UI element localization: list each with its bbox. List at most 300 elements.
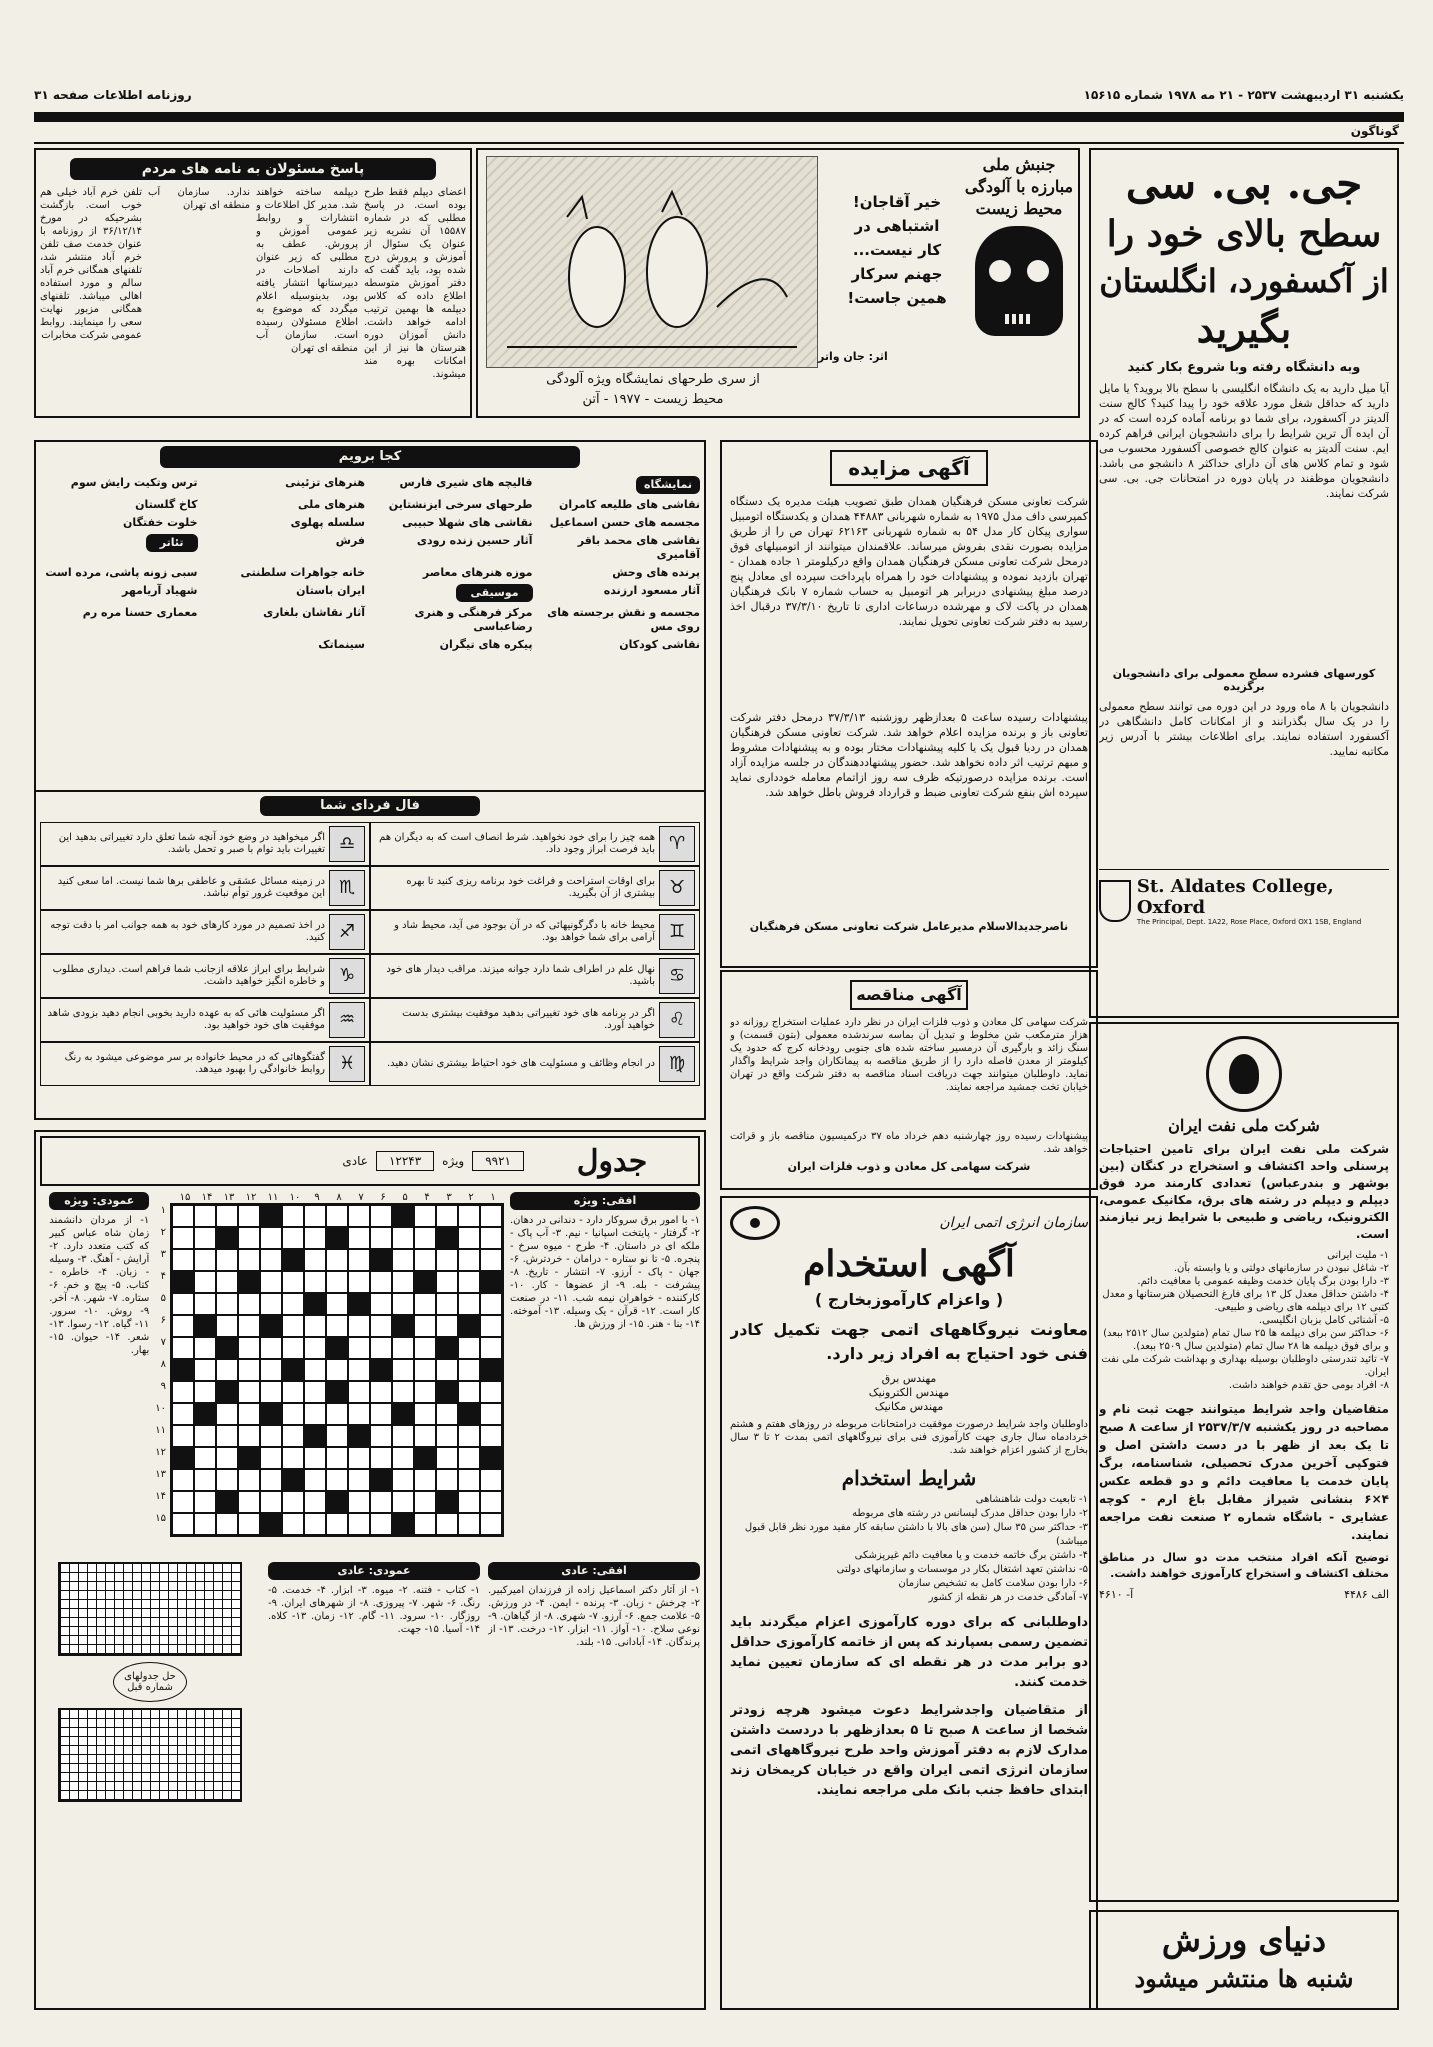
crossword-cell[interactable] xyxy=(216,1315,238,1337)
nioc-note: توضیح آنکه افراد منتخب مدت دو سال در مناطق مختلف اکتشاف و استخراج کارآموزی خواهند داشت. xyxy=(1099,1551,1389,1580)
crossword-cell[interactable] xyxy=(326,1249,348,1271)
crossword-cell[interactable] xyxy=(392,1359,414,1381)
crossword-cell[interactable] xyxy=(282,1315,304,1337)
horoscope-item xyxy=(40,866,370,910)
cartoon-quote: خیر آقاجان! اشتباهی در کار نیست... جهنم سرکار همین جاست! xyxy=(847,193,947,307)
crossword-cell[interactable] xyxy=(370,1337,392,1359)
zodiac-icon: ♌ xyxy=(659,1002,695,1038)
header-page: روزنامه اطلاعات صفحه ۳۱ xyxy=(34,88,192,102)
letter-column-2: دیپلمه ساخته خواهند شد. مدیر کل اطلاعات و انتشارات و روابط عمومی آموزش و پرورش. عطف به مطلبی که زیر عنوان دارند اصلاحات در دبیرستانها انتشار یافته بود، بدینوسیله اعلام میگردد که موضوع به اطلاع مسئولان رسیده است. سازمان آب منطقه ای تهران xyxy=(256,187,358,354)
crossword-cell[interactable] xyxy=(326,1425,348,1447)
crossword-regular-num: ۱۲۲۴۳ xyxy=(376,1151,434,1171)
crossword-cell[interactable] xyxy=(238,1359,260,1381)
aeoi-field: مهندس برق xyxy=(881,1372,937,1385)
crossword-cell[interactable] xyxy=(304,1469,326,1491)
crossword-black-cell xyxy=(238,1447,260,1469)
crossword-cell[interactable] xyxy=(326,1403,348,1425)
crossword-cell[interactable] xyxy=(260,1491,282,1513)
crossword-cell[interactable] xyxy=(348,1205,370,1227)
aeoi-field: مهندس مکانیک xyxy=(874,1400,944,1413)
crossword-cell[interactable] xyxy=(172,1315,194,1337)
crossword-cell[interactable] xyxy=(458,1447,480,1469)
crossword-special-num: ۹۹۲۱ xyxy=(472,1151,524,1171)
col-number: ۵ xyxy=(402,1192,408,1203)
col-number: ۱ xyxy=(490,1192,496,1203)
tender-signature: شرکت سهامی کل معادن و ذوب فلزات ایران xyxy=(787,1160,1031,1173)
crossword-cell[interactable] xyxy=(458,1337,480,1359)
aeoi-condition: ۶- دارا بودن سلامت کامل به تشخیص سازمان xyxy=(898,1578,1088,1589)
aeoi-field: مهندس الکترونیک xyxy=(868,1386,950,1399)
crossword-cell[interactable] xyxy=(282,1447,304,1469)
crossword-cell[interactable] xyxy=(436,1205,458,1227)
letter-column-1: اعضای دیپلم فقط طرح بوده است. در پاسخ مطلبی که در شماره ۱۵۵۸۷ آن نشریه زیر عنوان یک سئوال از آموزش و پرورش درج شده بود، باید گفت که دفتر آموزش متوسطه اطلاع داده که کلاس دیپلمه ها بهمین ترتیب ادامه خواهد داشت. دانش آموزان دوره هنرستان ها نیز از این امکانات بهره مند میشوند. xyxy=(364,187,466,380)
row-number: ۲ xyxy=(160,1227,166,1238)
crossword-cell[interactable] xyxy=(458,1227,480,1249)
nioc-condition: ۸- افراد بومی حق تقدم خواهند داشت. xyxy=(1228,1380,1389,1391)
crossword-black-cell xyxy=(194,1403,216,1425)
crossword-black-cell xyxy=(392,1403,414,1425)
row-number: ۵ xyxy=(160,1293,166,1304)
crossword-cell[interactable] xyxy=(304,1447,326,1469)
crossword-black-cell xyxy=(392,1315,414,1337)
crossword-black-cell xyxy=(458,1403,480,1425)
crossword-cell[interactable] xyxy=(414,1403,436,1425)
crossword-cell[interactable] xyxy=(172,1513,194,1535)
college-ad xyxy=(1089,148,1399,1018)
crossword-cell[interactable] xyxy=(392,1271,414,1293)
crossword-cell[interactable] xyxy=(216,1293,238,1315)
col-number: ۳ xyxy=(446,1192,452,1203)
crossword-cell[interactable] xyxy=(194,1205,216,1227)
crossword-cell[interactable] xyxy=(260,1447,282,1469)
crossword-cell[interactable] xyxy=(458,1271,480,1293)
crossword-cell[interactable] xyxy=(216,1249,238,1271)
crossword-cell[interactable] xyxy=(414,1337,436,1359)
exhibit-item: ایران باستان xyxy=(296,584,365,597)
crossword-cell[interactable] xyxy=(370,1315,392,1337)
col-number: ۲ xyxy=(468,1192,474,1203)
crossword-cell[interactable] xyxy=(194,1293,216,1315)
crossword-cell[interactable] xyxy=(480,1381,502,1403)
crossword-black-cell xyxy=(348,1293,370,1315)
row-number: ۱۳ xyxy=(155,1469,166,1480)
header-rule xyxy=(34,112,1404,122)
crossword-cell[interactable] xyxy=(480,1205,502,1227)
crossword-cell[interactable] xyxy=(414,1227,436,1249)
crossword-cell[interactable] xyxy=(326,1293,348,1315)
crossword-cell[interactable] xyxy=(238,1403,260,1425)
letter-column-4: تلفن خرم آباد خیلی هم خوب است. بازگشت بشرحیکه در مورخ ۳۶/۱۲/۱۴ از روزنامه با عنوان خدمت صف تلفن خرم آباد منتشر شد، تلفنهای همگانی خرم آباد سالم و مورد استفاده اهالی میباشد. تلفنهای همگانی مزبور نهایت سعی را مینمایند. روابط عمومی شرکت مخابرات xyxy=(40,187,142,341)
college-ad-feature: کورسهای فشرده سطح معمولی برای دانشجویان برگزیده xyxy=(1112,667,1376,693)
crossword-black-cell xyxy=(392,1205,414,1227)
aeoi-org: سازمان انرژی اتمی ایران xyxy=(939,1215,1088,1231)
crossword-cell[interactable] xyxy=(216,1205,238,1227)
crossword-cell[interactable] xyxy=(216,1447,238,1469)
crossword-cell[interactable] xyxy=(370,1513,392,1535)
crossword-cell[interactable] xyxy=(480,1227,502,1249)
crossword-cell[interactable] xyxy=(436,1271,458,1293)
crossword-cell[interactable] xyxy=(172,1469,194,1491)
crossword-cell[interactable] xyxy=(216,1271,238,1293)
crossword-cell[interactable] xyxy=(172,1337,194,1359)
zodiac-icon: ♐ xyxy=(329,914,365,950)
crossword-cell[interactable] xyxy=(194,1469,216,1491)
crossword-cell[interactable] xyxy=(282,1513,304,1535)
crossword-cell[interactable] xyxy=(348,1403,370,1425)
exhibit-item: ترس وتکیت رایش سوم xyxy=(70,476,198,489)
crossword-cell[interactable] xyxy=(260,1271,282,1293)
crossword-cell[interactable] xyxy=(458,1491,480,1513)
exhibit-item: خانه جواهرات سلطنتی xyxy=(240,566,365,579)
cartoon-caption-2: محیط زیست - ۱۹۷۷ - آتن xyxy=(582,392,724,407)
nioc-name: شرکت ملی نفت ایران xyxy=(1168,1116,1320,1135)
aeoi-conditions xyxy=(730,1493,1088,1605)
zodiac-icon: ♓ xyxy=(329,1046,365,1082)
crossword-cell[interactable] xyxy=(216,1469,238,1491)
skull-icon xyxy=(975,226,1063,336)
crossword-cell[interactable] xyxy=(392,1469,414,1491)
crossword-cell[interactable] xyxy=(370,1293,392,1315)
crossword-cell[interactable] xyxy=(172,1227,194,1249)
exhibit-item: شهیاد آریامهر xyxy=(122,584,198,597)
row-number: ۸ xyxy=(160,1359,166,1370)
crossword-cell[interactable] xyxy=(172,1491,194,1513)
crossword-cell[interactable] xyxy=(194,1227,216,1249)
crossword-cell[interactable] xyxy=(172,1293,194,1315)
crossword-cell[interactable] xyxy=(458,1359,480,1381)
horoscope-text: گفتگوهائی که در محیط خانواده بر سر موضوعی میشود به رنگ روابط خانوادگی را بهبود میدهد. xyxy=(64,1052,325,1075)
aeoi-condition: ۵- نداشتن تعهد اشتغال بکار در موسسات و سازمانهای دولتی xyxy=(836,1564,1088,1575)
crossword-cell[interactable] xyxy=(480,1315,502,1337)
col-number: ۱۵ xyxy=(179,1192,191,1203)
crossword-black-cell xyxy=(304,1425,326,1447)
crossword-cell[interactable] xyxy=(194,1491,216,1513)
crossword-cell[interactable] xyxy=(414,1513,436,1535)
crossword-cell[interactable] xyxy=(458,1469,480,1491)
crossword-cell[interactable] xyxy=(216,1403,238,1425)
crossword-cell[interactable] xyxy=(260,1469,282,1491)
crossword-cell[interactable] xyxy=(260,1359,282,1381)
crossword-black-cell xyxy=(392,1513,414,1535)
crossword-cell[interactable] xyxy=(172,1249,194,1271)
crossword-cell[interactable] xyxy=(348,1513,370,1535)
crossword-cell[interactable] xyxy=(348,1337,370,1359)
crossword-cell[interactable] xyxy=(480,1337,502,1359)
cartoon-box xyxy=(476,148,1080,418)
crossword-cell[interactable] xyxy=(304,1403,326,1425)
crossword-cell[interactable] xyxy=(348,1469,370,1491)
crossword-cell[interactable] xyxy=(304,1491,326,1513)
crossword-cell[interactable] xyxy=(458,1381,480,1403)
crossword-cell[interactable] xyxy=(436,1513,458,1535)
crossword-cell[interactable] xyxy=(414,1293,436,1315)
crossword-cell[interactable] xyxy=(260,1425,282,1447)
crossword-cell[interactable] xyxy=(436,1359,458,1381)
crossword-cell[interactable] xyxy=(414,1381,436,1403)
crossword-cell[interactable] xyxy=(370,1425,392,1447)
crossword-cell[interactable] xyxy=(260,1381,282,1403)
horoscope-item xyxy=(40,954,370,998)
crossword-cell[interactable] xyxy=(304,1271,326,1293)
crossword-black-cell xyxy=(172,1271,194,1293)
exhibit-item: سلسله پهلوی xyxy=(290,516,365,529)
crossword-cell[interactable] xyxy=(194,1447,216,1469)
nioc-condition: ۲- شاغل نبودن در سازمانهای دولتی و یا وابسته بآن. xyxy=(1173,1263,1389,1274)
aeoi-conditions-title: شرایط استخدام xyxy=(841,1466,977,1490)
crossword-cell[interactable] xyxy=(392,1491,414,1513)
crossword-cell[interactable] xyxy=(348,1315,370,1337)
crossword-cell[interactable] xyxy=(238,1513,260,1535)
crossword-cell[interactable] xyxy=(304,1359,326,1381)
crossword-cell[interactable] xyxy=(238,1293,260,1315)
crossword-black-cell xyxy=(436,1381,458,1403)
crossword-cell[interactable] xyxy=(348,1271,370,1293)
crossword-black-cell xyxy=(172,1359,194,1381)
crossword-cell[interactable] xyxy=(348,1249,370,1271)
crossword-cell[interactable] xyxy=(348,1447,370,1469)
crossword-cell[interactable] xyxy=(392,1227,414,1249)
crossword-cell[interactable] xyxy=(304,1337,326,1359)
crossword-cell[interactable] xyxy=(392,1425,414,1447)
music-label: موسیقی xyxy=(456,584,532,602)
crossword-cell[interactable] xyxy=(370,1403,392,1425)
college-address: The Principal, Dept. 1A22, Rose Place, Oxford OX1 1SB, England xyxy=(1136,918,1362,926)
crossword-cell[interactable] xyxy=(282,1491,304,1513)
crossword-cell[interactable] xyxy=(260,1337,282,1359)
horizontal-special-label: افقی: ویژه xyxy=(510,1192,700,1210)
crossword-cell[interactable] xyxy=(194,1249,216,1271)
crossword-cell[interactable] xyxy=(282,1205,304,1227)
crossword-cell[interactable] xyxy=(348,1491,370,1513)
crossword-cell[interactable] xyxy=(172,1403,194,1425)
crossword-cell[interactable] xyxy=(282,1381,304,1403)
crossword-grid[interactable] xyxy=(170,1203,504,1537)
crossword-cell[interactable] xyxy=(172,1425,194,1447)
crossword-cell[interactable] xyxy=(194,1381,216,1403)
crossword-cell[interactable] xyxy=(238,1337,260,1359)
row-number: ۷ xyxy=(160,1337,166,1348)
crossword-cell[interactable] xyxy=(282,1271,304,1293)
crossword-cell[interactable] xyxy=(370,1271,392,1293)
crossword-cell[interactable] xyxy=(282,1425,304,1447)
solution-label: حل جدولهای شماره قبل xyxy=(113,1662,187,1702)
crossword-cell[interactable] xyxy=(392,1447,414,1469)
crossword-black-cell xyxy=(282,1469,304,1491)
crossword-cell[interactable] xyxy=(436,1315,458,1337)
crossword-cell[interactable] xyxy=(238,1491,260,1513)
crossword-cell[interactable] xyxy=(216,1513,238,1535)
crossword-black-cell xyxy=(194,1315,216,1337)
college-ad-sub: وبه دانشگاه رفته وبا شروع بکار کنید xyxy=(1127,360,1361,375)
crossword-cell[interactable] xyxy=(414,1491,436,1513)
horoscope-text: در اخذ تصمیم در مورد کارهای خود به همه جوانب امر با دقت توجه کنید. xyxy=(50,920,325,943)
crossword-cell[interactable] xyxy=(392,1337,414,1359)
aeoi-condition: ۱- تابعیت دولت شاهنشاهی xyxy=(975,1494,1088,1505)
nioc-apply: متقاضیان واجد شرایط میتوانند جهت ثبت نام و مصاحبه در روز یکشنبه ۲۵۳۷/۳/۷ از ساعت ۸ صبح تا یک بعد از ظهر با در دست داشتن اصل و فتوکپی آخرین مدرک تحصیلی، شناسنامه، برگ پایان خدمت یا معافیت دائم و دو قطعه عکس ۴×۶ بنشانی شیراز مقابل باغ ارم - کوچه عشایری - باشگاه شماره ۲ صنعت نفت مراجعه نمایند. xyxy=(1099,1402,1389,1542)
crossword-cell[interactable] xyxy=(480,1469,502,1491)
crossword-cell[interactable] xyxy=(216,1359,238,1381)
crossword-cell[interactable] xyxy=(282,1293,304,1315)
crossword-cell[interactable] xyxy=(326,1513,348,1535)
crossword-cell[interactable] xyxy=(480,1249,502,1271)
crossword-cell[interactable] xyxy=(216,1425,238,1447)
horizontal-special-clues: ۱- با امور برق سروکار دارد - دندانی در دهان. ۲- گرفتار - پایتخت اسپانیا - نیم. ۳- آب پاک - ملکه ای در داستان. ۴- طرح - میوه سرخ - پنجره. ۵- تا نو ستاره - درامان - خردترش. ۶- جهان - پاک - آرزو. ۷- انتشار - تاریخ. ۸- پیشرفت - بله. ۹- از عضوها - کار. ۱۰- کارکننده - خواهران نیمه شب. ۱۱- در صنعت کار است. ۱۲- قرآن - یک وسیله. ۱۳- آموخته. ۱۴- بنا - هنر. ۱۵- از ورزش ها. xyxy=(510,1215,700,1330)
letters-box xyxy=(34,148,472,418)
crossword-cell[interactable] xyxy=(326,1315,348,1337)
crossword-cell[interactable] xyxy=(282,1403,304,1425)
crossword-cell[interactable] xyxy=(480,1403,502,1425)
crossword-cell[interactable] xyxy=(238,1249,260,1271)
row-number: ۹ xyxy=(160,1381,166,1392)
col-number: ۱۴ xyxy=(201,1192,213,1203)
col-number: ۶ xyxy=(380,1192,386,1203)
crossword-cell[interactable] xyxy=(414,1359,436,1381)
exhibit-item: آثار حسین زنده رودی xyxy=(416,534,533,547)
crossword-cell[interactable] xyxy=(172,1381,194,1403)
crossword-cell[interactable] xyxy=(370,1491,392,1513)
sports-subtitle: شنبه ها منتشر میشود xyxy=(1134,1964,1354,1993)
crossword-cell[interactable] xyxy=(282,1337,304,1359)
row-number: ۱۰ xyxy=(155,1403,166,1414)
crossword-cell[interactable] xyxy=(436,1469,458,1491)
atom-icon xyxy=(730,1206,780,1240)
crossword-cell[interactable] xyxy=(436,1447,458,1469)
crossword-cell[interactable] xyxy=(260,1293,282,1315)
crossword-cell[interactable] xyxy=(326,1469,348,1491)
crossword-cell[interactable] xyxy=(304,1315,326,1337)
crossword-cell[interactable] xyxy=(414,1425,436,1447)
horoscope-title: فال فردای شما xyxy=(260,796,480,816)
crossword-cell[interactable] xyxy=(260,1249,282,1271)
horoscope-text: اگر مسئولیت هائی که به عهده دارید بخوبی انجام دهید بزودی شاهد موفقیت های خود خواهید بود. xyxy=(47,1008,325,1031)
crossword-cell[interactable] xyxy=(480,1293,502,1315)
crossword-black-cell xyxy=(238,1271,260,1293)
crossword-cell[interactable] xyxy=(392,1293,414,1315)
crossword-cell[interactable] xyxy=(458,1205,480,1227)
auction-body-2: پیشنهادات رسیده ساعت ۵ بعدازظهر روزشنبه ۳۷/۳/۱۳ درمحل دفتر شرکت تعاونی باز و برنده مزایده اعلام خواهد شد. شرکت تعاونی مسکن فرهنگیان همدان در ردیا قبول یک یا کلیه پیشنهادات مختار بوده و به پیشنهادات مشروط و مبهم ترتیب اثر داده نخواهد شد. حضور پیشنهاددهندگان در جلسه مزایده آزاد است. برنده مزایده درصورتیکه ظرف سه روز ازاتمام معامله خودداری نماید سپرده اش بنفع شرکت تعاونی ضبط و قرارداد فروش باطل خواهد شد. xyxy=(730,711,1088,799)
crossword-cell[interactable] xyxy=(304,1249,326,1271)
crossword-cell[interactable] xyxy=(458,1249,480,1271)
crossword-cell[interactable] xyxy=(370,1205,392,1227)
crossword-cell[interactable] xyxy=(326,1205,348,1227)
letter-column-3: ندارد. سازمان آب منطقه ای تهران xyxy=(148,187,250,211)
crossword-cell[interactable] xyxy=(260,1227,282,1249)
crossword-black-cell xyxy=(370,1249,392,1271)
crossword-cell[interactable] xyxy=(238,1315,260,1337)
crossword-cell[interactable] xyxy=(238,1469,260,1491)
crossword-cell[interactable] xyxy=(172,1205,194,1227)
crossword-cell[interactable] xyxy=(326,1271,348,1293)
crossword-cell[interactable] xyxy=(348,1359,370,1381)
aeoi-condition: ۲- دارا بودن حداقل مدرک لیسانس در رشته های مربوطه xyxy=(852,1508,1088,1519)
crossword-black-cell xyxy=(172,1447,194,1469)
aeoi-condition: ۳- حداکثر سن ۳۵ سال (سن های بالا با داشتن سابقه کار مفید مورد نظر قابل قبول میباشد) xyxy=(744,1522,1088,1547)
crossword-cell[interactable] xyxy=(370,1227,392,1249)
crossword-cell[interactable] xyxy=(480,1513,502,1535)
crossword-cell[interactable] xyxy=(194,1359,216,1381)
horoscope-text: نهال علم در اطراف شما دارد جوانه میزند. مراقب دیدار های خود باشید. xyxy=(386,964,655,987)
section-rule xyxy=(34,142,1404,144)
crossword-cell[interactable] xyxy=(194,1425,216,1447)
theatre-label: تئاتر xyxy=(146,534,198,552)
crossword-cell[interactable] xyxy=(392,1381,414,1403)
crossword-cell[interactable] xyxy=(414,1315,436,1337)
row-number: ۱۲ xyxy=(155,1447,166,1458)
crossword-cell[interactable] xyxy=(304,1205,326,1227)
cinema-label: سینماتک xyxy=(318,638,365,651)
aeoi-condition: ۴- داشتن برگ خاتمه خدمت و یا معافیت دائم غیرپزشکی xyxy=(854,1550,1088,1561)
crossword-cell[interactable] xyxy=(238,1227,260,1249)
sports-title: دنیای ورزش xyxy=(1161,1921,1327,1959)
col-number: ۷ xyxy=(358,1192,364,1203)
tender-title: آگهی مناقصه xyxy=(850,980,968,1010)
crossword-black-cell xyxy=(282,1249,304,1271)
crossword-cell[interactable] xyxy=(436,1425,458,1447)
crossword-cell[interactable] xyxy=(304,1227,326,1249)
crossword-cell[interactable] xyxy=(458,1513,480,1535)
crossword-cell[interactable] xyxy=(304,1381,326,1403)
cartoon-drawing xyxy=(486,156,818,368)
crossword-cell[interactable] xyxy=(238,1381,260,1403)
crossword-cell[interactable] xyxy=(480,1491,502,1513)
crossword-cell[interactable] xyxy=(436,1403,458,1425)
crossword-cell[interactable] xyxy=(238,1205,260,1227)
crossword-cell[interactable] xyxy=(480,1425,502,1447)
crossword-cell[interactable] xyxy=(436,1249,458,1271)
crossword-cell[interactable] xyxy=(414,1249,436,1271)
crossword-cell[interactable] xyxy=(348,1381,370,1403)
crossword-cell[interactable] xyxy=(436,1293,458,1315)
section-label: گوناگون xyxy=(1350,124,1399,138)
horoscope-text: شرایط برای ابراز علاقه ازجانب شما فراهم است. دیداری مطلوب و خاطره انگیز خواهید داشت. xyxy=(52,964,325,987)
horoscope-item xyxy=(40,998,370,1042)
zodiac-icon: ♑ xyxy=(329,958,365,994)
crossword-cell[interactable] xyxy=(458,1293,480,1315)
nioc-condition: ۴- داشتن حداقل معدل کل ۱۳ برای فارغ التحصیلان هنرستانها و معدل کتبی ۱۲ برای دیپلمه های ریاضی و طبیعی. xyxy=(1102,1289,1389,1313)
crossword-cell[interactable] xyxy=(194,1271,216,1293)
crossword-cell[interactable] xyxy=(238,1425,260,1447)
crossword-cell[interactable] xyxy=(304,1513,326,1535)
college-ad-headline-1: جی. بی. سی xyxy=(1125,159,1363,208)
crossword-black-cell xyxy=(216,1491,238,1513)
crossword-cell[interactable] xyxy=(414,1469,436,1491)
crossword-cell[interactable] xyxy=(194,1337,216,1359)
row-number: ۱۴ xyxy=(155,1491,166,1502)
vertical-special-clues: ۱- از مردان دانشمند زمان شاه عباس کبیر که کتب متعدد دارد. ۲- آرایش - آهنگ. ۳- وسیله - زبان. ۴- خاطره - کتاب. ۵- پیچ و خم. ۶- ستاره. ۷- شهر. ۸- آخر. ۹- روش. ۱۰- سرور. ۱۱- گیاه. ۱۲- رسوا. ۱۳- شعر. ۱۴- حیوان. ۱۵- بهار. xyxy=(49,1215,150,1356)
crossword-cell[interactable] xyxy=(348,1227,370,1249)
crossword-black-cell xyxy=(260,1315,282,1337)
crossword-cell[interactable] xyxy=(370,1447,392,1469)
solution-area xyxy=(40,1562,260,1802)
college-ad-body-2: دانشجویان با ۸ ماه ورود در این دوره می توانند سطح معمولی را در یک سال بگذرانند و از امکانات کامل دانشگاهی در آکسفورد استفاده نمایند. برای اطلاعات بیشتر با آدرس زیر مکاتبه نمایید. xyxy=(1099,700,1389,758)
horoscope-text: اگر میخواهید در وضع خود آنچه شما تعلق دارد تغییراتی بدهید این تغییرات باید توام با صبر و تحمل باشد. xyxy=(58,832,325,855)
crossword-cell[interactable] xyxy=(370,1381,392,1403)
zodiac-icon: ♎ xyxy=(329,826,365,862)
crossword-cell[interactable] xyxy=(326,1359,348,1381)
crossword-cell[interactable] xyxy=(458,1425,480,1447)
crossword-cell[interactable] xyxy=(194,1513,216,1535)
crossword-black-cell xyxy=(436,1227,458,1249)
crossword-black-cell xyxy=(216,1381,238,1403)
crossword-cell[interactable] xyxy=(392,1249,414,1271)
college-ad-headline-3: از آکسفورد، انگلستان xyxy=(1099,262,1389,300)
crossword-cell[interactable] xyxy=(326,1447,348,1469)
crossword-black-cell xyxy=(480,1359,502,1381)
crossword-cell[interactable] xyxy=(414,1205,436,1227)
nioc-condition: ۶- حداکثر سن برای دیپلمه ها ۲۵ سال تمام (متولدین سال ۲۵۱۲ ببعد) و برای فوق دیپلمه ها ۲۸ سال تمام (متولدین سال ۲۵۰۹ ببعد). xyxy=(1103,1328,1389,1352)
nioc-condition: ۱- ملیت ایرانی xyxy=(1327,1250,1389,1261)
crossword-cell[interactable] xyxy=(282,1227,304,1249)
